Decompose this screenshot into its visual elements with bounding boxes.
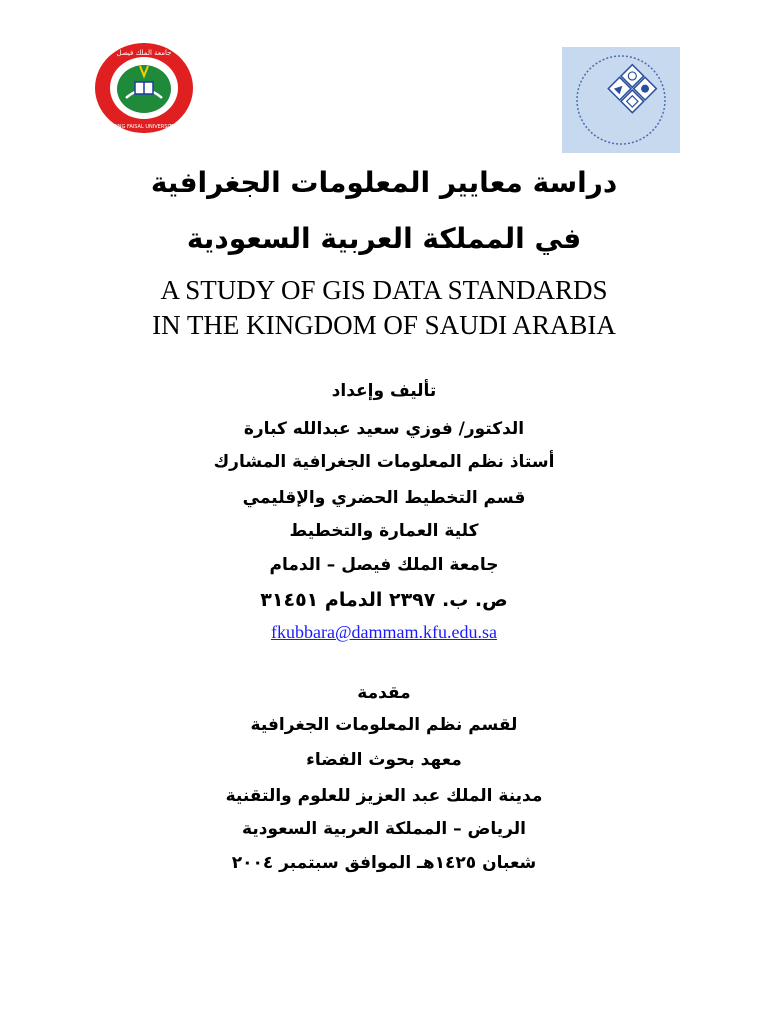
author-name: الدكتور/ فوزي سعيد عبدالله كبارة	[243, 419, 525, 439]
arabic-title-line-2: في المملكة العربية السعودية	[186, 222, 582, 255]
english-title-line-1: A STUDY OF GIS DATA STANDARDS	[160, 275, 608, 305]
arabic-title-line-1: دراسة معايير المعلومات الجغرافية	[150, 166, 618, 199]
logo-english-text: KING FAISAL UNIVERSITY	[112, 124, 176, 130]
author-department: قسم التخطيط الحضري والإقليمي	[242, 488, 526, 508]
submission-date: شعبان ١٤٢٥هـ الموافق سبتمبر ٢٠٠٤	[231, 853, 537, 873]
submission-heading: مقدمة	[357, 683, 411, 703]
author-position: أستاذ نظم المعلومات الجغرافية المشارك	[213, 452, 555, 472]
submission-city: مدينة الملك عبد العزيز للعلوم والتقنية	[225, 786, 543, 806]
submission-department: لقسم نظم المعلومات الجغرافية	[250, 715, 518, 735]
submission-location: الرياض – المملكة العربية السعودية	[242, 819, 526, 839]
english-title-line-2: IN THE KINGDOM OF SAUDI ARABIA	[152, 310, 616, 340]
author-po-box: ص. ب. ٢٣٩٧ الدمام ٣١٤٥١	[260, 589, 508, 611]
university-logo	[94, 42, 194, 134]
author-heading: تأليف وإعداد	[331, 381, 437, 401]
author-college: كلية العمارة والتخطيط	[289, 521, 479, 541]
institute-logo	[562, 47, 680, 153]
author-email-link[interactable]: fkubbara@dammam.kfu.edu.sa	[270, 622, 497, 642]
submission-institute: معهد بحوث الفضاء	[306, 750, 462, 770]
author-university: جامعة الملك فيصل – الدمام	[269, 555, 499, 575]
logo-arabic-text: جامعة الملك فيصل	[116, 49, 172, 57]
